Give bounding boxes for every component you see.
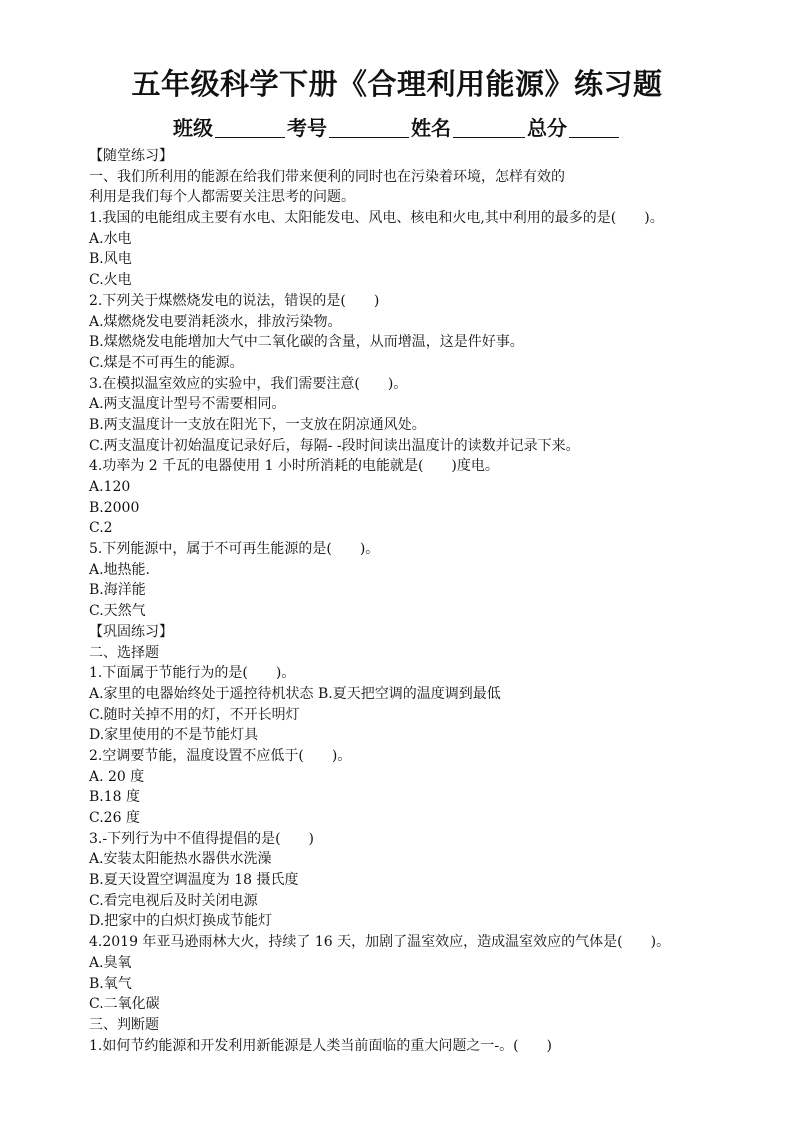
score-label: 总分 — [527, 116, 567, 140]
text-line: 1.下面属于节能行为的是( )。 — [89, 665, 296, 682]
exam-no-label: 考号 — [287, 116, 327, 140]
text-line: C.2 — [89, 520, 113, 537]
text-line: C.看完电视后及时关闭电源 — [89, 892, 258, 909]
class-blank — [215, 117, 285, 138]
page-title: 五年级科学下册《合理利用能源》练习题 — [131, 67, 663, 101]
name-label: 姓名 — [411, 116, 451, 140]
text-line: C.二氧化碳 — [89, 996, 160, 1013]
text-line: 4.功率为 2 千瓦的电器使用 1 小时所消耗的电能就是( )度电。 — [89, 458, 499, 475]
text-line: B.氧气 — [89, 975, 132, 992]
text-line: A.家里的电器始终处于遥控待机状态 B.夏天把空调的温度调到最低 — [89, 685, 501, 702]
text-line: A.120 — [89, 479, 131, 495]
text-line: 1.如何节约能源和开发利用新能源是人类当前面临的重大问题之一-。( ) — [89, 1037, 553, 1054]
text-line: A. 20 度 — [89, 768, 145, 785]
text-line: 4.2019 年亚马逊雨林大火，持续了 16 天，加剧了温室效应，造成温室效应的气体是( )。 — [89, 934, 671, 951]
text-line: D.把家中的白炽灯换成节能灯 — [89, 913, 273, 930]
student-info-line — [0, 112, 794, 141]
text-line: A.安装太阳能热水器供水洗澡 — [89, 851, 272, 868]
text-line: A.地热能. — [89, 561, 151, 578]
text-line: B.煤燃烧发电能增加大气中二氧化碳的含量，从而增温，这是件好事。 — [89, 334, 524, 351]
text-line: C.两支温度计初始温度记录好后，每隔- -段时间读出温度计的读数并记录下来。 — [89, 437, 580, 454]
name-blank — [453, 117, 525, 138]
text-line: 【随堂练习】 — [89, 148, 173, 164]
score-blank — [569, 117, 619, 138]
text-line: C.煤是不可再生的能源。 — [89, 354, 244, 371]
text-line: B.18 度 — [89, 789, 141, 806]
text-line: B.夏天设置空调温度为 18 摄氏度 — [89, 872, 299, 889]
text-line: C.火电 — [89, 272, 132, 289]
text-line: 二、选择题 — [89, 644, 159, 661]
text-line: 2.空调要节能，温度设置不应低于( )。 — [89, 747, 352, 764]
text-line: 利用是我们每个人都需要关注思考的问题。 — [89, 189, 355, 206]
exam-no-blank — [329, 117, 409, 138]
text-line: B.两支温度计一支放在阳光下，一支放在阴凉通风处。 — [89, 416, 426, 433]
text-line: C.26 度 — [89, 810, 140, 826]
text-line: A.两支温度计型号不需要相同。 — [89, 396, 286, 413]
text-line: 5.下列能源中，属于不可再生能源的是( )。 — [89, 541, 380, 558]
text-line: A.臭氧 — [89, 954, 132, 971]
text-line: B.2000 — [89, 499, 140, 516]
text-line: 一、我们所利用的能源在给我们带来便利的同时也在污染着环境，怎样有效的 — [89, 168, 565, 185]
text-line: A.煤燃烧发电要消耗淡水，排放污染物。 — [89, 313, 342, 330]
text-line: C.随时关掉不用的灯，不开长明灯 — [89, 706, 300, 723]
text-line: B.海洋能 — [89, 582, 146, 599]
text-line: 三、判断题 — [89, 1016, 159, 1033]
text-line: 1.我国的电能组成主要有水电、太阳能发电、风电、核电和火电,其中利用的最多的是( )。 — [89, 210, 664, 227]
text-line: 2.下列关于煤燃烧发电的说法，错误的是( ) — [89, 292, 380, 309]
text-line: D.家里使用的不是节能灯具 — [89, 727, 259, 744]
text-line: 3.在模拟温室效应的实验中，我们需要注意( )。 — [89, 375, 408, 392]
question-list — [89, 146, 769, 1056]
text-line: B.风电 — [89, 251, 132, 268]
text-line: C.天然气 — [89, 603, 146, 620]
class-label: 班级 — [173, 116, 213, 140]
text-line: 【巩固练习】 — [89, 623, 173, 640]
text-line: 3.-下列行为中不值得提倡的是( ) — [89, 830, 315, 847]
text-line: A.水电 — [89, 230, 132, 247]
